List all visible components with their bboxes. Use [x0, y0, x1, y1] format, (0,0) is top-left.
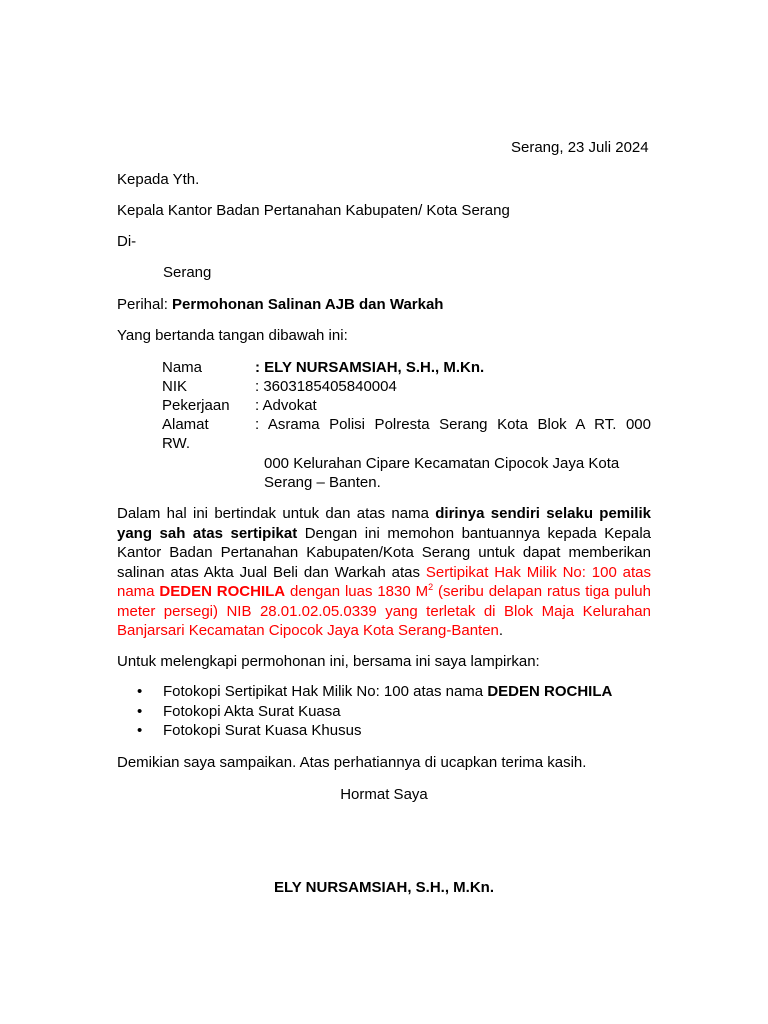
- subject-line: [117, 295, 443, 314]
- certificate-text: Sertipikat Hak Milik No: 100 atas nama: [117, 563, 651, 600]
- address-rw: RW.: [162, 435, 191, 452]
- certificate-area: dengan luas 1830 M: [285, 583, 429, 600]
- attachments-intro: Untuk melengkapi permohonan ini, bersama ini saya lampirkan:: [117, 653, 540, 670]
- body-text-2: Dengan ini memohon bantuannya kepada Kepala Kantor Badan Pertanahan Kabupaten/Kota Serang untuk dapat memberikan salinan atas Akta Jual Beli dan Warkah atas: [117, 524, 651, 581]
- attachment-2-text: Fotokopi Akta Surat Kuasa: [163, 702, 341, 720]
- recipient-di: Di-: [117, 233, 137, 250]
- attachment-1-owner: DEDEN ROCHILA: [487, 683, 613, 700]
- list-item: [117, 702, 677, 722]
- attachment-3-text: Fotokopi Surat Kuasa Khusus: [163, 722, 362, 739]
- regards-text: Hormat Saya: [340, 786, 428, 803]
- body-owner-bold: dirinya sendiri selaku pemilik yang sah atas sertipikat: [117, 505, 651, 542]
- address-line-3: Serang – Banten.: [264, 474, 381, 491]
- certificate-location: (seribu delapan ratus tiga puluh meter persegi) NIB 28.01.02.05.0339 yang terletak di Blok Maja Kelurahan Banjarsari Kecamatan Cipocok Jaya Kota Serang-Banten: [117, 583, 651, 639]
- attachment-1-text: Fotokopi Sertipikat Hak Milik No: 100 atas nama: [163, 683, 488, 700]
- job-label: Pekerjaan: [162, 397, 230, 414]
- subject-label: Perihal:: [117, 296, 173, 313]
- list-item: [117, 721, 677, 741]
- list-item: [117, 682, 677, 702]
- address-line-2: 000 Kelurahan Cipare Kecamatan Cipocok Jaya Kota: [264, 455, 620, 472]
- body-period: .: [498, 622, 504, 639]
- bullet-icon: •: [137, 722, 143, 739]
- signatory-name: ELY NURSAMSIAH, S.H., M.Kn.: [273, 879, 495, 896]
- recipient-city: Serang: [163, 264, 212, 281]
- bullet-icon: •: [137, 702, 143, 720]
- address-line-1: : Asrama Polisi Polresta Serang Kota Blok A RT. 000: [255, 416, 651, 433]
- intro-text: Yang bertanda tangan dibawah ini:: [117, 327, 348, 344]
- address-label: Alamat: [162, 416, 209, 433]
- body-paragraph: [117, 504, 651, 641]
- certificate-owner: DEDEN ROCHILA: [159, 583, 286, 600]
- name-value: : ELY NURSAMSIAH, S.H., M.Kn.: [255, 359, 485, 376]
- bullet-icon: •: [137, 683, 143, 700]
- recipient-office: Kepala Kantor Badan Pertanahan Kabupaten/ Kota Serang: [117, 202, 510, 219]
- attachments-list: [117, 682, 677, 741]
- name-label: Nama: [162, 359, 203, 376]
- body-text-1: Dalam hal ini bertindak untuk dan atas nama: [117, 505, 436, 522]
- subject-text: Permohonan Salinan AJB dan Warkah: [172, 296, 444, 313]
- closing-text: Demikian saya sampaikan. Atas perhatiannya di ucapkan terima kasih.: [117, 754, 587, 771]
- salutation: Kepada Yth.: [117, 171, 200, 188]
- nik-value: : 3603185405840004: [255, 378, 397, 395]
- letter-date: Serang, 23 Juli 2024: [511, 139, 649, 156]
- area-superscript: 2: [428, 582, 434, 592]
- nik-label: NIK: [162, 378, 188, 395]
- job-value: : Advokat: [255, 397, 317, 414]
